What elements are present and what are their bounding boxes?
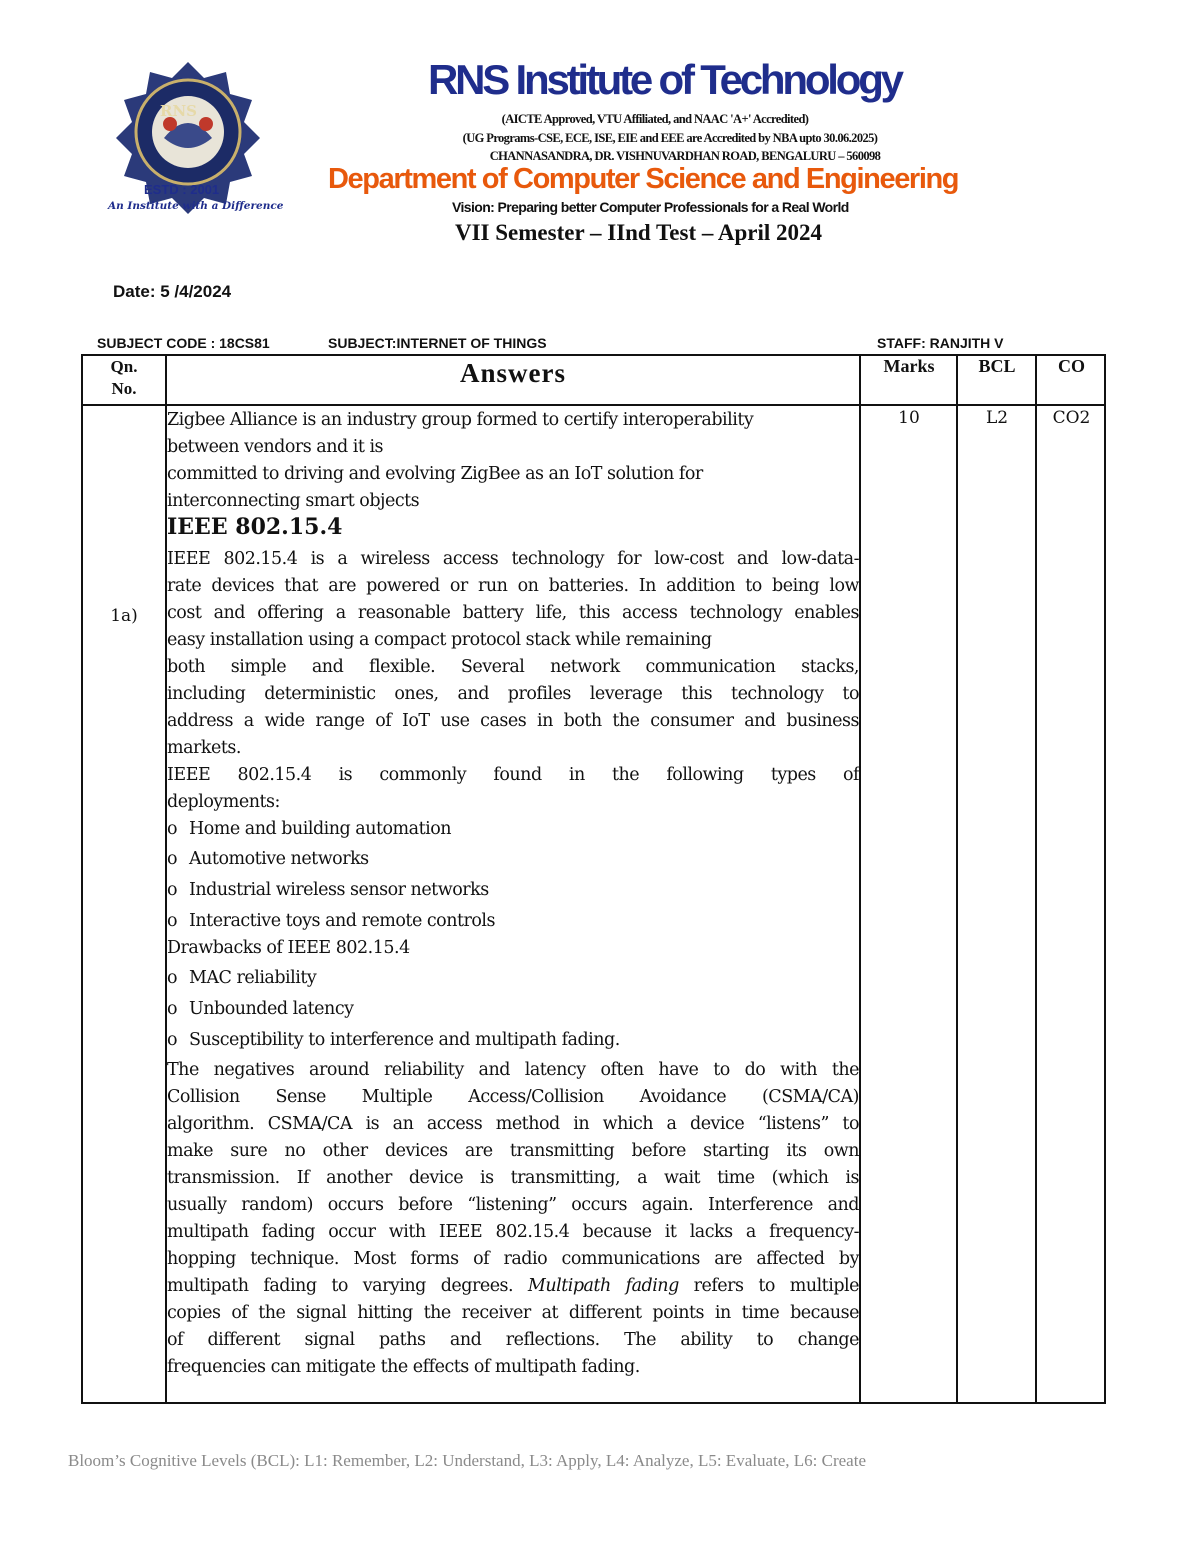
text-line: frequencies can mitigate the effects of multipath fading.	[167, 1357, 640, 1377]
text-line: rate devices that are powered or run on batteries. In addition to being low	[167, 576, 859, 596]
exam-date: Date: 5 /4/2024	[113, 282, 232, 301]
text-line: transmission. If another device is transmitting, a wait time (which is	[167, 1168, 859, 1188]
list-item	[167, 880, 489, 900]
bullet-icon: o	[167, 1030, 178, 1050]
list-item	[167, 911, 495, 931]
text-line: deployments:	[167, 792, 280, 812]
text-line: IEEE 802.15.4 is commonly found in the following types of	[167, 765, 859, 785]
zigbee-paragraph	[167, 407, 859, 515]
text-line: algorithm. CSMA/CA is an access method in which a device “listens” to	[167, 1114, 859, 1134]
bullet-icon: o	[167, 911, 178, 931]
table-divider	[956, 354, 958, 1404]
table-header-divider	[81, 404, 1106, 406]
text-line: copies of the signal hitting the receiver at different points in time because	[167, 1303, 859, 1323]
section-heading: IEEE 802.15.4	[167, 514, 343, 540]
accreditation-line: (AICTE Approved, VTU Affiliated, and NAAC 'A+' Accredited)	[501, 112, 809, 126]
logo-estd: ESTD : 2001	[144, 182, 220, 197]
list-item	[167, 1030, 620, 1050]
text-line: The negatives around reliability and latency often have to do with the	[167, 1060, 859, 1080]
text-line: Collision Sense Multiple Access/Collision Avoidance (CSMA/CA)	[167, 1087, 859, 1107]
logo-motto: An Institute with a Difference	[108, 200, 284, 212]
text-line: IEEE 802.15.4 is a wireless access technology for low-cost and low-data-	[167, 549, 859, 569]
institute-name: RNS Institute of Technology	[428, 56, 901, 103]
list-item	[167, 819, 451, 839]
list-item-text: Industrial wireless sensor networks	[189, 880, 489, 900]
text-line: Zigbee Alliance is an industry group formed to certify interoperability	[167, 410, 754, 430]
header-bcl: BCL	[978, 356, 1016, 376]
text-line: including deterministic ones, and profiles leverage this technology to	[167, 684, 859, 704]
marks-value: 10	[898, 408, 920, 428]
department-title: Department of Computer Science and Engineering	[328, 163, 959, 195]
header-qn	[83, 356, 165, 400]
text-line: usually random) occurs before “listening” occurs again. Interference and	[167, 1195, 859, 1215]
semester-title: VII Semester – IInd Test – April 2024	[455, 220, 822, 245]
header-co: CO	[1058, 356, 1085, 376]
text-line: markets.	[167, 738, 241, 758]
table-divider	[859, 354, 861, 1404]
header-answers: Answers	[460, 358, 566, 388]
header-marks: Marks	[883, 356, 935, 376]
text-span: refers to multiple	[693, 1276, 859, 1296]
nba-line: (UG Programs-CSE, ECE, ISE, EIE and EEE are Accredited by NBA upto 30.06.2025)	[462, 131, 878, 145]
text-line: multipath fading occur with IEEE 802.15.4 because it lacks a frequency-	[167, 1222, 859, 1242]
ieee-paragraph	[167, 546, 859, 762]
co-value: CO2	[1052, 408, 1091, 428]
table-divider	[1035, 354, 1037, 1404]
csma-paragraph	[167, 1057, 859, 1381]
vision-line: Vision: Preparing better Computer Professionals for a Real World	[452, 199, 849, 215]
list-item	[167, 849, 369, 869]
bullet-icon: o	[167, 849, 178, 869]
logo-text: RNS	[160, 102, 198, 120]
text-line	[167, 1273, 859, 1300]
text-line: hopping technique. Most forms of radio communications are affected by	[167, 1249, 859, 1269]
text-line: make sure no other devices are transmitting before starting its own	[167, 1141, 859, 1161]
text-line: between vendors and it is	[167, 437, 384, 457]
text-line: both simple and flexible. Several network communication stacks,	[167, 657, 859, 677]
list-item-text: Interactive toys and remote controls	[189, 911, 495, 931]
list-item	[167, 999, 354, 1019]
list-item	[167, 968, 316, 988]
list-item-text: Susceptibility to interference and multipath fading.	[189, 1030, 620, 1050]
text-span: multipath fading to varying degrees.	[167, 1276, 514, 1296]
text-line: of different signal paths and reflections. The ability to change	[167, 1330, 859, 1350]
list-item-text: Automotive networks	[189, 849, 369, 869]
header-qn-line1: Qn.	[110, 357, 138, 376]
text-line: committed to driving and evolving ZigBee as an IoT solution for	[167, 464, 703, 484]
drawbacks-title: Drawbacks of IEEE 802.15.4	[167, 938, 410, 958]
deployments-intro	[167, 762, 859, 816]
staff-name: STAFF: RANJITH V	[877, 335, 1004, 351]
bullet-icon: o	[167, 819, 178, 839]
text-line: interconnecting smart objects	[167, 491, 420, 511]
list-item-text: Unbounded latency	[189, 999, 354, 1019]
subject-name: SUBJECT:INTERNET OF THINGS	[328, 335, 547, 351]
italic-term: Multipath fading	[527, 1276, 679, 1296]
bcl-legend: Bloom’s Cognitive Levels (BCL): L1: Remember, L2: Understand, L3: Apply, L4: Analyze, L5: Evaluate, L6: Create	[68, 1451, 866, 1470]
address-line: CHANNASANDRA, DR. VISHNUVARDHAN ROAD, BENGALURU – 560098	[489, 149, 881, 163]
header-qn-line2: No.	[111, 379, 137, 398]
question-number: 1a)	[110, 606, 138, 626]
bullet-icon: o	[167, 968, 178, 988]
bullet-icon: o	[167, 880, 178, 900]
bcl-value: L2	[985, 408, 1009, 428]
text-line: address a wide range of IoT use cases in both the consumer and business	[167, 711, 859, 731]
text-line: cost and offering a reasonable battery life, this access technology enables	[167, 603, 859, 623]
list-item-text: MAC reliability	[189, 968, 317, 988]
text-line: easy installation using a compact protocol stack while remaining	[167, 630, 712, 650]
list-item-text: Home and building automation	[189, 819, 452, 839]
subject-code: SUBJECT CODE : 18CS81	[97, 335, 270, 351]
bullet-icon: o	[167, 999, 178, 1019]
